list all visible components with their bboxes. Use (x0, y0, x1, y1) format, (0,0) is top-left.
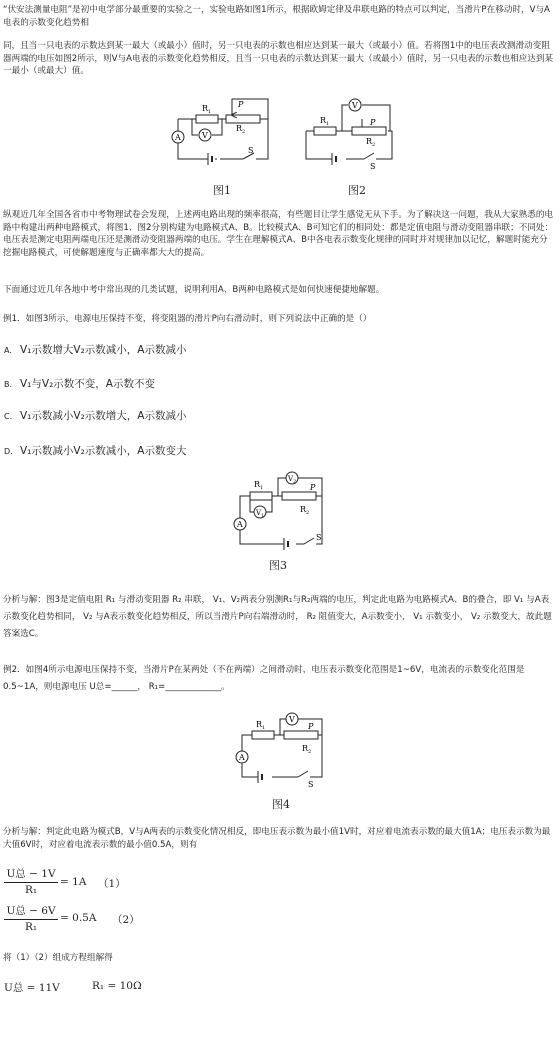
svg-text:R1: $R_1$ (320, 116, 330, 127)
svg-text:V: V (202, 131, 208, 140)
circuit-figure-1 (168, 95, 278, 170)
option-a[interactable]: A. V₁示数增大V₂示数减小，A示数减小 (4, 344, 187, 356)
equation-1-tag: （1） (98, 878, 126, 890)
svg-text:V: V (352, 101, 358, 110)
svg-text:R2: $R_2$ (302, 744, 312, 755)
option-d[interactable]: D. V₁示数减小V₂示数减小，A示数变大 (4, 445, 187, 457)
equation-2-rhs: = 0.5A (60, 912, 97, 924)
svg-text:R2: $R_2$ (236, 124, 246, 135)
example-2-question: 例2．如图4所示电源电压保持不变，当滑片P在某两处（不在两端）之间滑动时，电压表示数变化范围是1~6V，电流表的示数变化范围是0.5~1A，则电源电压 U总=______， R₁=_____________。 (3, 665, 525, 692)
svg-text:A: A (237, 520, 243, 529)
svg-text:A: A (175, 133, 181, 142)
svg-text:P: P (238, 100, 244, 109)
svg-text:V1: $V_1$ (256, 509, 265, 519)
option-c[interactable]: C. V₁示数减小V₂示数增大，A示数减小 (4, 410, 187, 422)
analysis-2: 分析与解：判定此电路为模式B，V与A两表的示数变化情况相反，即电压表示数为最小值1V时，对应着电流表示数的最大值1A；电压表示数为最大值6V时，对应着电流表示数的最小值0.5A，则有 (3, 827, 551, 850)
result-resistance: R₁ = 10Ω (92, 980, 142, 992)
option-b[interactable]: B. V₁与V₂示数不变，A示数不变 (4, 378, 155, 390)
svg-text:V: V (289, 715, 295, 724)
figure-4-caption: 图4 (272, 798, 290, 811)
svg-text:P: P (370, 118, 376, 127)
figure-1-caption: 图1 (213, 184, 231, 197)
svg-text:P: P (308, 722, 314, 731)
svg-text:S: S (308, 780, 314, 789)
analysis-1: 分析与解：图3是定值电阻 R₁ 与滑动变阻器 R₂ 串联， V₁、V₂两表分别测R₁与R₂两端的电压，判定此电路为电路模式A、B的叠合，即 V₁ 与A表示数变化趋势相同， V₂ 与A表示数变化趋势相反，所以当滑片P向右端滑动时， R₂ 阻值变大，A示数变小， V₁ 示数变小， V₂ 示数变大，故此题答案选C。 (3, 595, 552, 639)
svg-text:R1: $R_1$ (202, 104, 212, 115)
body-paragraph-4: 下面通过近几年各地中考中常出现的几类试题，说明利用A、B两种电路模式是如何快速便捷地解题。 (3, 285, 385, 295)
intro-paragraph-2: 同，且当一只电表的示数达到某一最大（或最小）值时，另一只电表的示数也相应达到某一最大（或最小）值。若将图1中的电压表改测滑动变阻器两端的电压如图2所示，则V与A电表的示数变化趋势相反，且当一只电表的示数达到某一最大（或最小）值时，另一只电表的示数也相应达到某一最小（或最大）值。 (3, 41, 554, 76)
svg-text:R1: $R_1$ (256, 720, 266, 731)
result-voltage: U总 = 11V (4, 982, 60, 994)
example-1-question: 例1．如图3所示，电源电压保持不变，将变阻器的滑片P向右滑动时，则下列说法中正确的是（） (3, 314, 372, 324)
intro-paragraph-1: “伏安法测量电阻”是初中电学部分最重要的实验之一，实验电路如图1所示，根据欧姆定律及串联电路的特点可以判定，当滑片P在移动时，V与A电表的示数变化趋势相 (3, 5, 550, 28)
figure-2-caption: 图2 (348, 184, 366, 197)
equation-2-tag: （2） (112, 914, 140, 926)
svg-text:S: S (370, 162, 376, 171)
svg-text:V2: $V_2$ (288, 475, 297, 485)
svg-text:A: A (239, 753, 245, 762)
equation-2-fraction: U总 − 6V R₁ (4, 903, 58, 933)
svg-text:S: S (316, 533, 322, 542)
svg-text:R2: $R_2$ (300, 505, 310, 516)
equation-1-fraction: U总 − 1V R₁ (4, 866, 58, 896)
combine-text: 将（1）（2）组成方程组解得 (3, 953, 113, 963)
circuit-figure-2 (300, 95, 400, 170)
svg-text:R2: $R_2$ (366, 137, 376, 148)
circuit-figure-3 (230, 470, 330, 555)
svg-text:R1: $R_1$ (254, 480, 264, 491)
body-paragraph-3: 纵观近几年全国各省市中考物理试卷会发现，上述两电路出现的频率很高，有些题目让学生感觉无从下手。为了解决这一问题，我从大家熟悉的电路中构建出两种电路模式，将图1、图2分别构建为电路模式A、B。比较模式A、B可知它们的相同处：都是定值电阻与滑动变阻器串联；不同处：电压表是测定电阻两端电压还是测滑动变阻器两端的电压。学生在理解模式A、B中各电表示数变化规律的同时并对规律加以记忆，解题时能充分挖掘电路模式，可使解题速度与正确率都大大的提高。 (3, 210, 554, 258)
svg-text:S: S (248, 146, 254, 155)
figure-3-caption: 图3 (269, 559, 287, 572)
circuit-figure-4 (232, 713, 332, 788)
svg-text:P: P (310, 483, 316, 492)
equation-1-rhs: = 1A (60, 876, 87, 888)
